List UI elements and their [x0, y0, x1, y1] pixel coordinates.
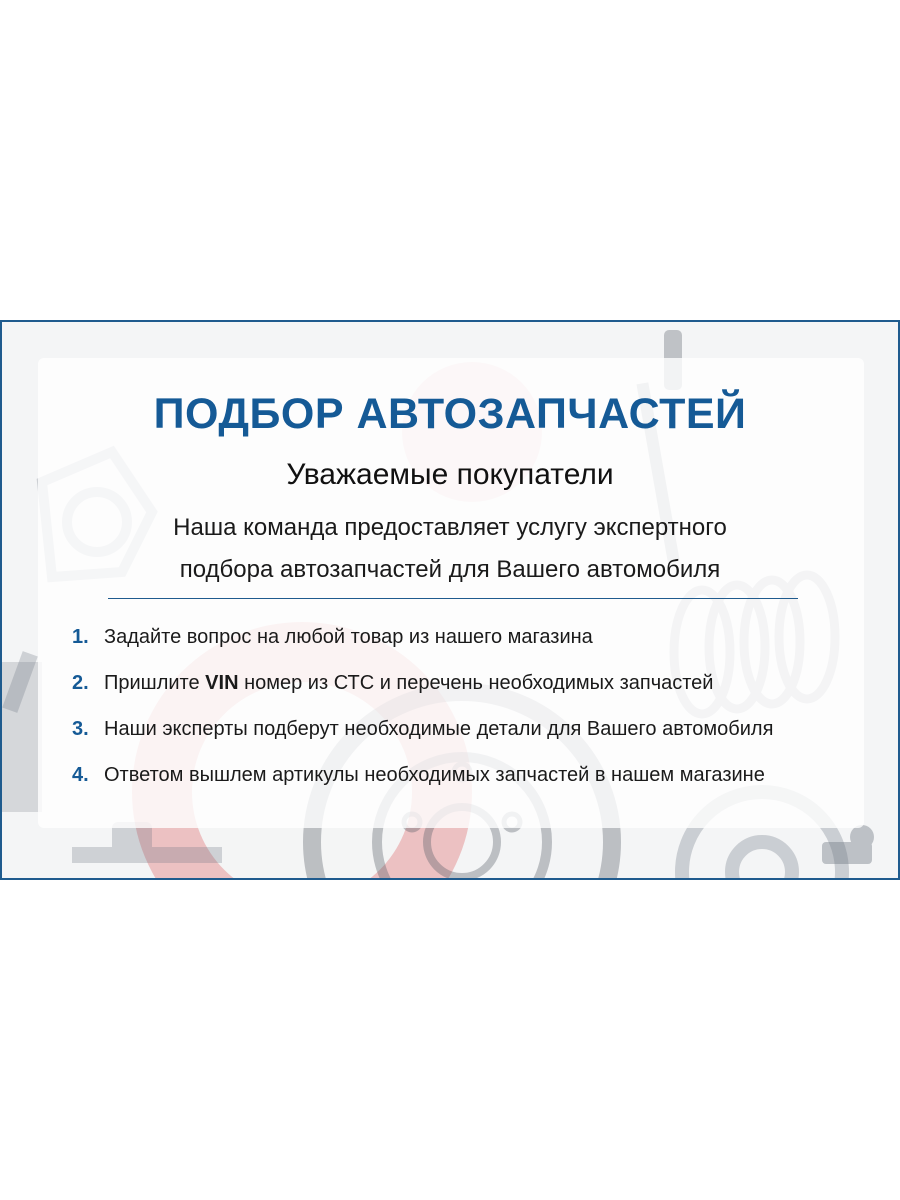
step-item	[72, 660, 872, 706]
step-item	[72, 614, 872, 660]
step-number: 4.	[72, 763, 89, 786]
step-text: Наши эксперты подберут необходимые детали для Вашего автомобиля	[104, 717, 774, 740]
steps-list	[72, 614, 872, 798]
step-text	[104, 672, 713, 695]
step-item	[72, 752, 872, 798]
step-number: 2.	[72, 671, 89, 694]
step-number: 3.	[72, 717, 89, 740]
step-text: Ответом вышлем артикулы необходимых запчастей в нашем магазине	[104, 763, 765, 786]
step-item	[72, 706, 872, 752]
step-text-after: номер из СТС и перечень необходимых запчастей	[238, 671, 714, 694]
step-text-before: Пришлите	[104, 671, 206, 694]
divider	[108, 598, 798, 599]
description-line: Наша команда предоставляет услугу экспертного	[173, 514, 727, 541]
service-description	[0, 507, 900, 591]
subtitle: Уважаемые покупатели	[286, 458, 614, 491]
description-line: подбора автозапчастей для Вашего автомобиля	[179, 556, 721, 583]
step-number: 1.	[72, 625, 89, 648]
step-text: Задайте вопрос на любой товар из нашего магазина	[104, 625, 593, 648]
vin-highlight: VIN	[205, 671, 239, 694]
page-title: ПОДБОР АВТОЗАПЧАСТЕЙ	[153, 390, 747, 438]
